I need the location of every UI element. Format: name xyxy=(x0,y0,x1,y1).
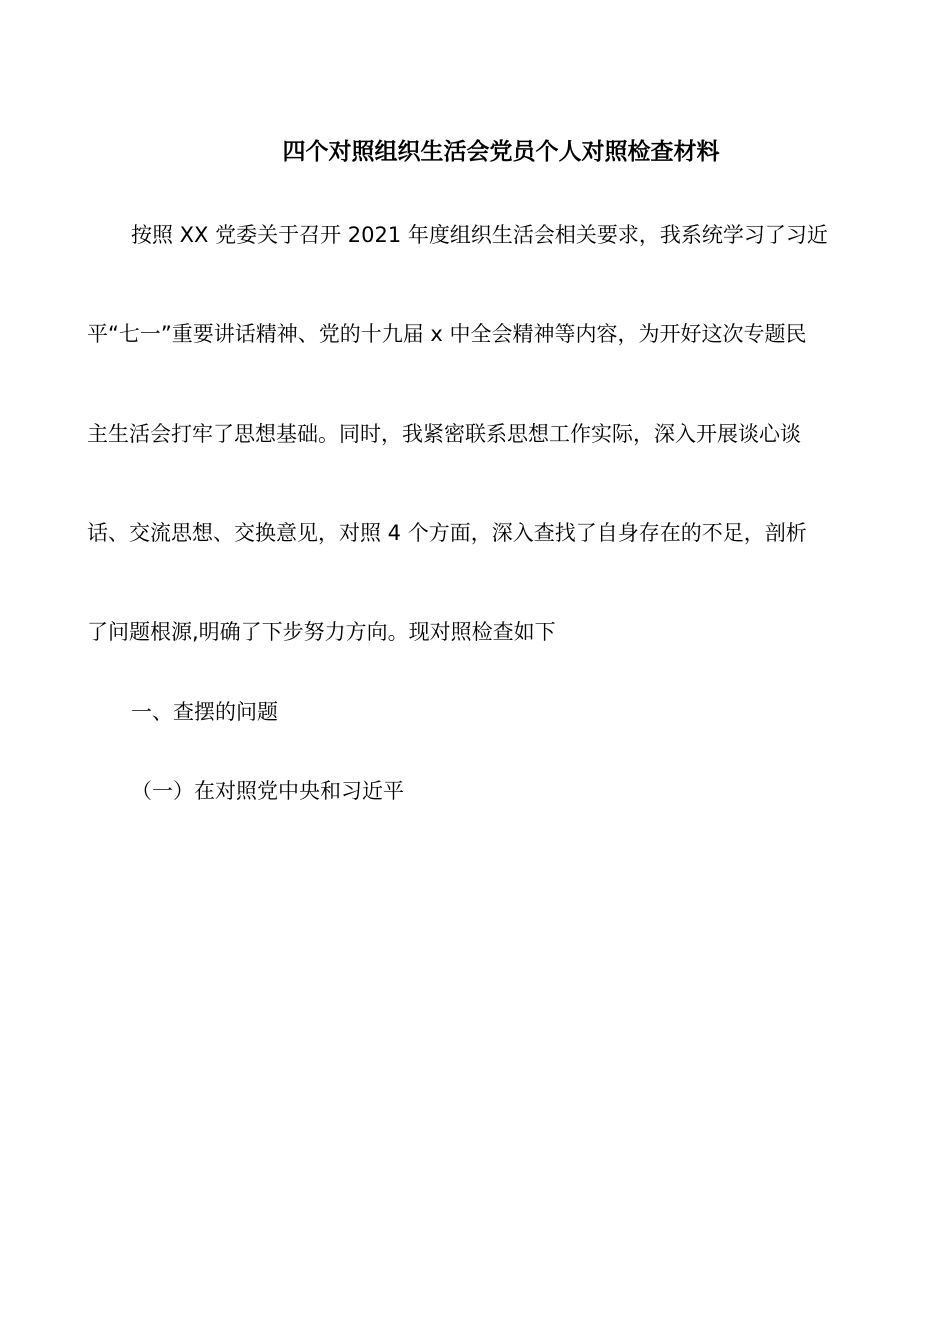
paragraph-line-1: 按照 XX 党委关于召开 2021 年度组织生活会相关要求，我系统学习了习近 xyxy=(131,223,828,247)
paragraph-line-4: 话、交流思想、交换意见，对照 4 个方面，深入查找了自身存在的不足，剖析 xyxy=(87,521,807,545)
paragraph-line-5: 了问题根源,明确了下步努力方向。现对照检查如下 xyxy=(87,620,556,644)
section-heading: 一、查摆的问题 xyxy=(131,700,278,724)
paragraph-line-2: 平“七一”重要讲话精神、党的十九届 x 中全会精神等内容，为开好这次专题民 xyxy=(87,322,807,346)
subsection-heading: （一）在对照党中央和习近平 xyxy=(131,779,404,803)
document-title: 四个对照组织生活会党员个人对照检查材料 xyxy=(282,139,720,165)
paragraph-line-3: 主生活会打牢了思想基础。同时，我紧密联系思想工作实际，深入开展谈心谈 xyxy=(87,422,801,446)
